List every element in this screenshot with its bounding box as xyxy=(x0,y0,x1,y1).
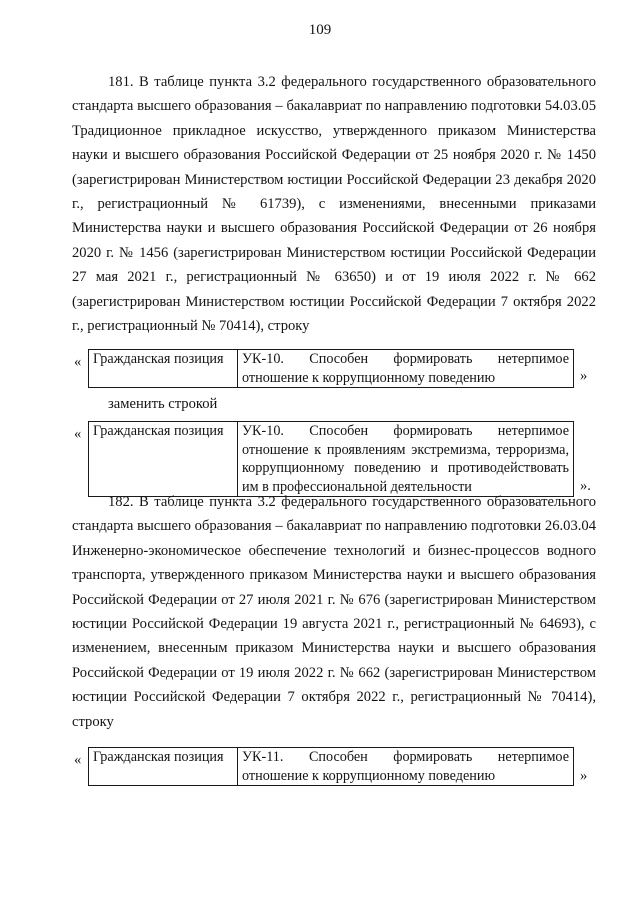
competence-description-cell: УК-11. Способен формировать нетерпимое отношение к коррупционному поведению xyxy=(238,748,574,786)
close-quote: » xyxy=(580,768,588,784)
page-number: 109 xyxy=(308,22,332,38)
close-quote: » xyxy=(580,368,588,384)
competence-category-cell: Гражданская позиция xyxy=(89,350,238,388)
paragraph-182: 182. В таблице пункта 3.2 федерального государственного образовательного стандарта высшего образования – бакалавриат по направлению подготовки 26.03.04 Инженерно-экономическое обеспечение технологий и бизнес-процессов водного транспорта, утвержденного приказом Министерства науки и высшего образования Российской Федерации от 27 июля 2021 г. № 676 (зарегистрирован Министерством юстиции Российской Федерации 19 августа 2021 г., регистрационный № 64693), с изменением, внесенным приказом Министерства науки и высшего образования Российской Федерации от 19 июля 2022 г. № 662 (зарегистрирован Министерством юстиции Российской Федерации 7 октября 2022 г., регистрационный № 70414), строку xyxy=(72,494,596,730)
competence-description-cell: УК-10. Способен формировать нетерпимое отношение к проявлениям экстремизма, терроризма, коррупционному поведению и противодействовать им в профессиональной деятельности xyxy=(238,422,574,497)
competence-description-cell: УК-10. Способен формировать нетерпимое отношение к коррупционному поведению xyxy=(238,350,574,388)
competence-category-cell: Гражданская позиция xyxy=(89,748,238,786)
close-quote: ». xyxy=(580,478,591,494)
table-row xyxy=(89,748,574,786)
table-old-row-182 xyxy=(88,747,574,786)
table-old-row-181 xyxy=(88,349,574,388)
table-row xyxy=(89,350,574,388)
open-quote: « xyxy=(74,426,82,442)
competence-category-cell: Гражданская позиция xyxy=(89,422,238,497)
table-new-row-181 xyxy=(88,421,574,497)
replace-with-text: заменить строкой xyxy=(108,396,218,412)
open-quote: « xyxy=(74,354,82,370)
paragraph-181: 181. В таблице пункта 3.2 федерального государственного образовательного стандарта высшего образования – бакалавриат по направлению подготовки 54.03.05 Традиционное прикладное искусство, утвержденного приказом Министерства науки и высшего образования Российской Федерации от 25 ноября 2020 г. № 1450 (зарегистрирован Министерством юстиции Российской Федерации 23 декабря 2020 г., регистрационный № 61739), с изменениями, внесенными приказами Министерства науки и высшего образования Российской Федерации от 26 ноября 2020 г. № 1456 (зарегистрирован Министерством юстиции Российской Федерации 27 мая 2021 г., регистрационный № 63650) и от 19 июля 2022 г. № 662 (зарегистрирован Министерством юстиции Российской Федерации 7 октября 2022 г., регистрационный № 70414), строку xyxy=(72,74,596,335)
table-row xyxy=(89,422,574,497)
open-quote: « xyxy=(74,752,82,768)
